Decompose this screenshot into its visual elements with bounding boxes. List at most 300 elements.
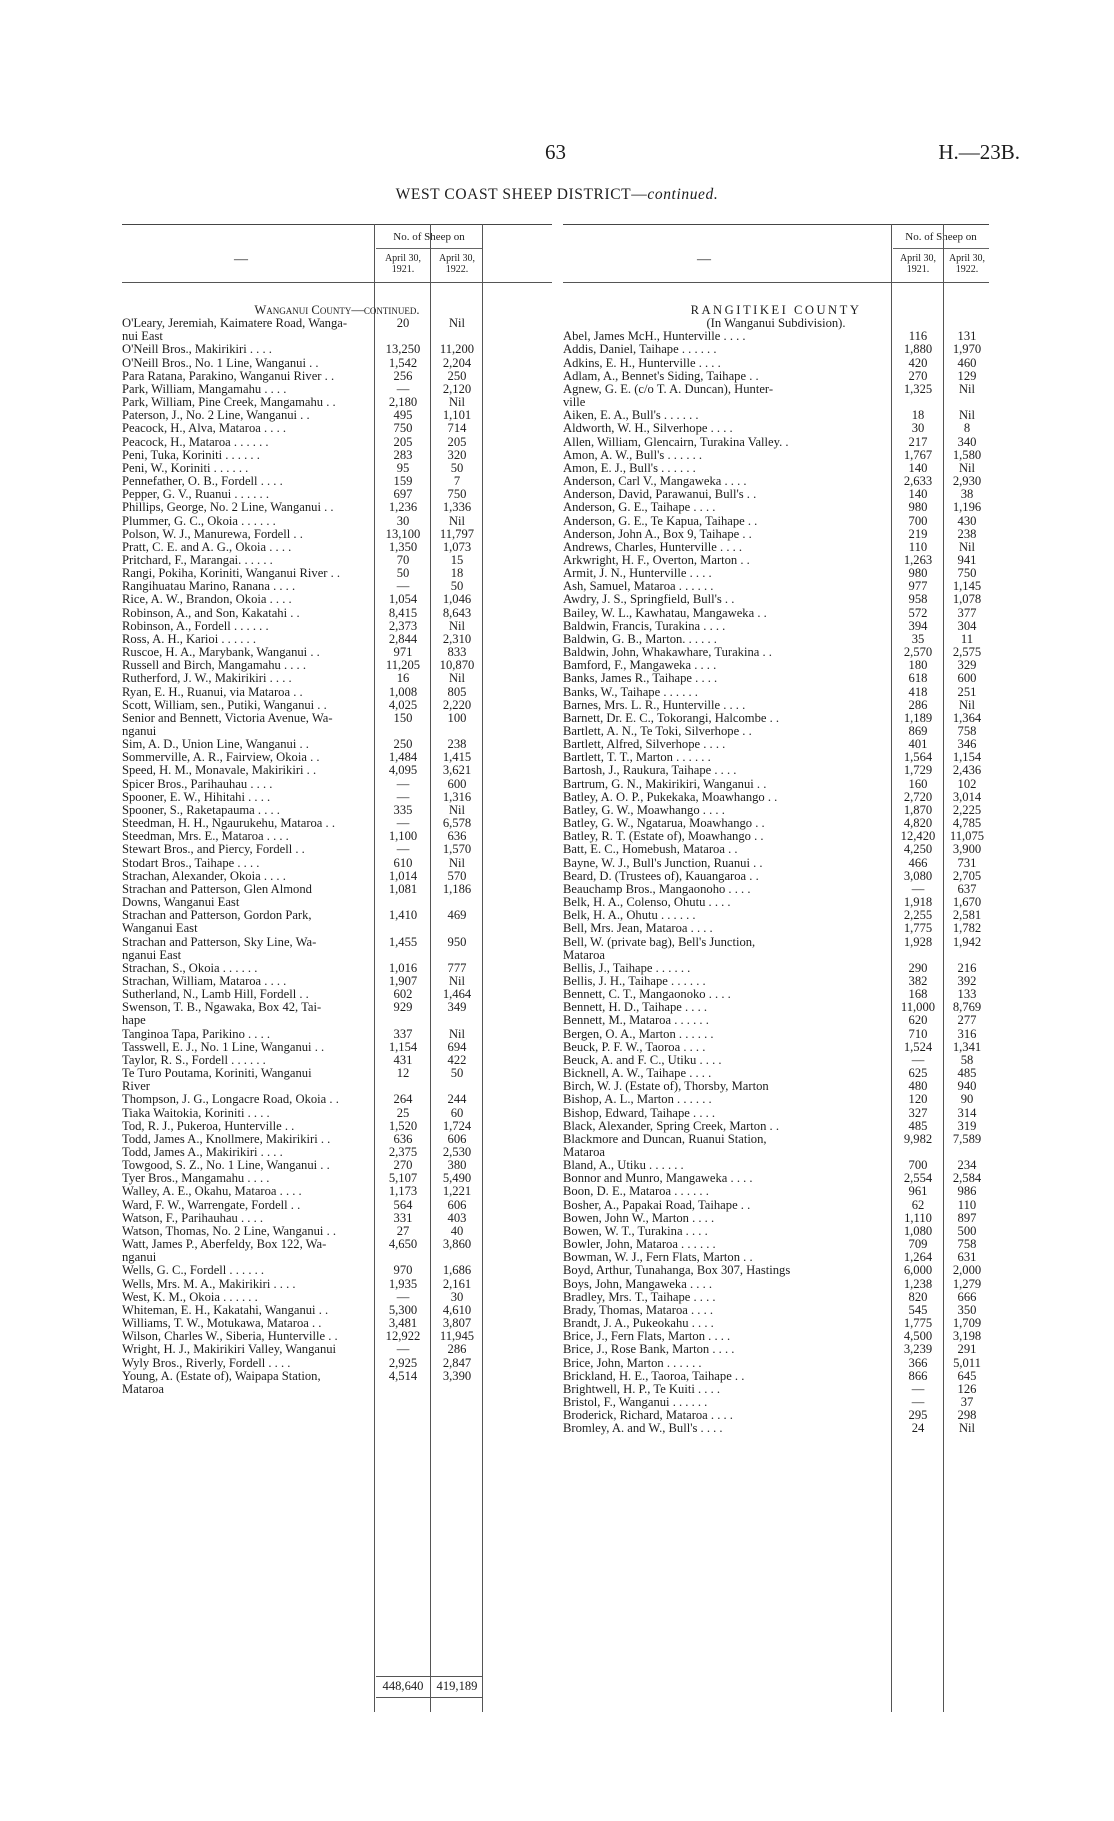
row-count-1921: 625 [908, 1066, 928, 1081]
row-name: Tod, R. J., Pukeroa, Hunterville . . [122, 1119, 295, 1133]
row-name: Baldwin, Francis, Turakina . . . . [563, 619, 726, 633]
row-name: Strachan and Patterson, Sky Line, Wa- [122, 935, 317, 949]
row-count-1921: 116 [908, 329, 928, 344]
row-count-1921: 636 [393, 1131, 413, 1146]
row-name: Strachan and Patterson, Glen Almond [122, 882, 312, 896]
row-count-1921: 1,455 [388, 934, 418, 949]
row-count-1921: 140 [908, 460, 928, 475]
row-count-1922: 37 [960, 1394, 974, 1409]
row-name: West, K. M., Okoia . . . . . . [122, 1290, 258, 1304]
row-name: Brady, Thomas, Mataroa . . . . [563, 1303, 714, 1317]
row-count-1922: 316 [957, 1026, 977, 1041]
row-name: Bartlett, A. N., Te Toki, Silverhope . . [563, 725, 752, 738]
row-name: Strachan and Patterson, Gordon Park, [122, 909, 312, 923]
row-count-1921: 1,080 [903, 1223, 933, 1238]
row-count-1921: 431 [393, 1052, 413, 1067]
row-count-1922: 58 [960, 1052, 974, 1067]
row-count-1921: 9,982 [903, 1131, 933, 1146]
row-name: Mataroa [122, 1382, 164, 1396]
row-name: Williams, T. W., Motukawa, Mataroa . . [122, 1317, 322, 1331]
table-row [563, 1383, 989, 1396]
row-count-1922: 1,970 [952, 342, 982, 357]
table-row [563, 1343, 989, 1356]
row-count-1921: — [396, 789, 410, 804]
row-count-1922: 758 [957, 724, 977, 738]
table-row [122, 870, 552, 883]
table-row [122, 580, 552, 593]
row-count-1921: 331 [393, 1210, 413, 1225]
row-name: Beauchamp Bros., Mangaonoho . . . . [563, 882, 751, 896]
row-name: Taylor, R. S., Fordell . . . . . . [122, 1053, 266, 1067]
row-count-1922: 3,621 [442, 763, 472, 778]
row-count-1922: 392 [957, 973, 977, 988]
row-count-1922: 5,011 [953, 1355, 981, 1370]
row-name: Banks, W., Taihape . . . . . . [563, 685, 698, 699]
row-name: Brice, John, Marton . . . . . . [563, 1356, 702, 1370]
row-name: Sommerville, A. R., Fairview, Okoia . . [122, 751, 320, 765]
table-row [122, 620, 552, 633]
row-count-1922: 50 [450, 579, 464, 594]
row-count-1921: 980 [908, 500, 928, 515]
row-name: Scott, William, sen., Putiki, Wanganui . . [122, 698, 327, 712]
row-name: River [122, 1080, 150, 1094]
row-count-1921: 283 [393, 447, 413, 462]
row-count-1922: 3,198 [952, 1329, 982, 1344]
row-count-1922: Nil [448, 618, 466, 633]
table-row [122, 593, 552, 606]
row-name: Whiteman, E. H., Kakatahi, Wanganui . . [122, 1303, 329, 1317]
table-row [122, 659, 552, 672]
row-count-1921: 2,633 [903, 474, 933, 489]
row-count-1922: 2,847 [442, 1355, 472, 1370]
row-count-1922: 8,643 [442, 605, 472, 620]
row-count-1922: 126 [957, 1381, 977, 1396]
row-count-1921: 1,870 [903, 802, 933, 817]
row-count-1921: 2,554 [903, 1171, 933, 1186]
table-row [122, 738, 552, 751]
row-count-1922: 1,186 [442, 881, 472, 896]
row-name: hape [122, 1014, 146, 1028]
row-count-1922: Nil [448, 395, 466, 410]
table-row [563, 1278, 989, 1291]
table-row [122, 764, 552, 777]
row-name: Bromley, A. and W., Bull's . . . . [563, 1422, 723, 1436]
section-heading: RANGITIKEI COUNTY [690, 303, 862, 317]
row-name: Wells, Mrs. M. A., Makirikiri . . . . [122, 1277, 296, 1291]
row-count-1921: 820 [908, 1289, 928, 1304]
table-row [122, 922, 552, 935]
row-count-1922: 314 [957, 1105, 977, 1120]
table-row [122, 1093, 552, 1106]
row-name: Plummer, G. C., Okoia . . . . . . [122, 514, 276, 528]
row-count-1921: 1,928 [903, 934, 933, 949]
row-count-1921: 286 [908, 697, 928, 712]
table-row [122, 501, 552, 514]
row-count-1922: 500 [957, 1223, 977, 1238]
district-title [0, 186, 1114, 204]
row-count-1921: 2,373 [388, 618, 418, 633]
row-name: Bell, Mrs. Jean, Mataroa . . . . [563, 922, 713, 936]
table-row [563, 949, 989, 962]
row-count-1922: 1,464 [442, 987, 472, 1002]
row-count-1921: 1,729 [903, 763, 933, 778]
row-count-1922: 100 [447, 710, 467, 725]
table-row [122, 1028, 552, 1041]
row-count-1922: 244 [447, 1092, 467, 1107]
row-count-1922: 2,584 [952, 1171, 982, 1186]
row-count-1921: 1,935 [388, 1276, 418, 1291]
table-row [563, 528, 989, 541]
row-name: Andrews, Charles, Hunterville . . . . [563, 540, 743, 554]
header-group-label: No. of Sheep on [393, 231, 465, 243]
row-name: Addis, Daniel, Taihape . . . . . . [563, 343, 717, 357]
row-name: Park, William, Pine Creek, Mangamahu . . [122, 396, 336, 410]
table-row [122, 1212, 552, 1225]
row-name: Bailey, W. L., Kawhatau, Mangaweka . . [563, 606, 767, 620]
row-count-1922: 1,782 [952, 921, 982, 936]
table-row [122, 949, 552, 962]
row-count-1922: 2,120 [442, 381, 472, 396]
row-count-1921: 270 [908, 368, 928, 383]
table-row [563, 541, 989, 554]
row-count-1922: 1,570 [442, 842, 472, 857]
table-row [122, 343, 552, 356]
row-name: Wilson, Charles W., Siberia, Hunterville . . [122, 1330, 338, 1344]
row-count-1921: 11,205 [385, 658, 421, 673]
row-count-1922: 897 [957, 1210, 977, 1225]
row-name: Bicknell, A. W., Taihape . . . . [563, 1067, 712, 1081]
row-count-1921: 700 [908, 1158, 928, 1173]
table-row [563, 1093, 989, 1106]
row-count-1921: 264 [393, 1092, 413, 1107]
row-count-1921: 1,100 [388, 829, 418, 844]
row-name: Ross, A. H., Karioi . . . . . . [122, 632, 256, 646]
row-count-1922: 1,101 [442, 408, 472, 423]
row-name: Polson, W. J., Manurewa, Fordell . . [122, 527, 303, 541]
row-count-1922: 291 [957, 1342, 977, 1357]
row-count-1921: 1,880 [903, 342, 933, 357]
row-count-1922: 4,785 [952, 816, 982, 831]
table-row [122, 936, 552, 949]
table-row [122, 1014, 552, 1027]
table-row [563, 409, 989, 422]
row-count-1921: 27 [396, 1223, 410, 1238]
row-name: Bayne, W. J., Bull's Junction, Ruanui . . [563, 856, 763, 870]
row-count-1921: 2,925 [388, 1355, 418, 1370]
row-count-1922: 805 [447, 684, 467, 699]
section-heading: Wanganui County—continued. [254, 303, 420, 317]
row-name: Amon, A. W., Bull's . . . . . . [563, 448, 703, 462]
table-row [563, 686, 989, 699]
table-row [122, 1185, 552, 1198]
header-group-rule [893, 248, 989, 249]
row-name: Strachan, S., Okoia . . . . . . [122, 961, 258, 975]
row-name: nganui [122, 725, 157, 738]
table-row [122, 883, 552, 896]
table-row [563, 1185, 989, 1198]
row-name: Wanganui East [122, 922, 198, 936]
row-count-1921: 4,095 [388, 763, 418, 778]
table-row [122, 396, 552, 409]
row-name: Boyd, Arthur, Tunahanga, Box 307, Hastings [563, 1264, 791, 1278]
table-row [122, 843, 552, 856]
row-count-1922: 238 [957, 526, 977, 541]
row-name: Wells, G. C., Fordell . . . . . . [122, 1264, 265, 1278]
row-count-1922: 1,709 [952, 1316, 982, 1331]
table-row [563, 449, 989, 462]
row-count-1921: 5,300 [388, 1302, 418, 1317]
row-count-1921: 25 [396, 1105, 410, 1120]
row-count-1921: 1,008 [388, 684, 418, 699]
row-count-1921: 8,415 [388, 605, 418, 620]
row-count-1922: Nil [448, 802, 466, 817]
row-count-1921: 30 [911, 421, 925, 436]
row-name: Todd, James A., Knollmere, Makirikiri . . [122, 1132, 331, 1146]
table-row [122, 1264, 552, 1277]
row-count-1921: — [911, 1052, 925, 1067]
row-count-1921: 4,820 [903, 816, 933, 831]
row-count-1921: 4,025 [388, 697, 418, 712]
row-name: Bartlett, T. T., Marton . . . . . . [563, 751, 711, 765]
row-count-1921: 4,650 [388, 1237, 418, 1252]
row-count-1921: — [396, 579, 410, 594]
table-row [122, 1304, 552, 1317]
row-count-1921: — [911, 1394, 925, 1409]
table-row [122, 778, 552, 791]
row-name: Bennett, H. D., Taihape . . . . [563, 1001, 708, 1015]
row-count-1922: 631 [957, 1250, 977, 1265]
table-row [122, 515, 552, 528]
row-count-1921: 217 [908, 434, 928, 449]
row-count-1921: 2,844 [388, 631, 418, 646]
total-1922: 419,189 [436, 1679, 478, 1693]
row-count-1922: 758 [957, 1237, 977, 1252]
table-row [563, 962, 989, 975]
row-name: Bowman, W. J., Fern Flats, Marton . . [563, 1251, 753, 1265]
left-table [122, 224, 552, 1712]
row-name: Anderson, Carl V., Mangaweka . . . . [563, 475, 747, 489]
district-title-suffix: continued. [647, 186, 719, 203]
table-row [563, 343, 989, 356]
row-name: Peni, Tuka, Koriniti . . . . . . [122, 448, 260, 462]
table-row [122, 567, 552, 580]
row-count-1921: 485 [908, 1118, 928, 1133]
row-name: Rangihuatau Marino, Ranana . . . . [122, 580, 296, 594]
row-name: Watt, James P., Aberfeldy, Box 122, Wa- [122, 1238, 327, 1252]
table-row [563, 1014, 989, 1027]
row-count-1922: 3,860 [442, 1237, 472, 1252]
table-row [122, 1133, 552, 1146]
row-count-1922: Nil [958, 1421, 976, 1436]
row-name: Park, William, Mangamahu . . . . [122, 382, 287, 396]
row-count-1921: 1,907 [388, 973, 418, 988]
row-count-1922: 2,581 [952, 908, 982, 923]
row-count-1921: 1,110 [904, 1210, 932, 1225]
table-row [563, 607, 989, 620]
row-count-1922: 3,807 [442, 1316, 472, 1331]
row-count-1922: 40 [450, 1223, 464, 1238]
row-name: Todd, James A., Makirikiri . . . . [122, 1146, 283, 1159]
row-count-1922: 234 [957, 1158, 977, 1173]
table-row [563, 357, 989, 370]
row-count-1921: — [396, 816, 410, 831]
row-name: Amon, E. J., Bull's . . . . . . [563, 461, 696, 475]
row-count-1922: 833 [447, 645, 467, 660]
row-count-1921: 980 [908, 566, 928, 581]
table-row [122, 1251, 552, 1264]
table-row [122, 725, 552, 738]
row-name: Baldwin, John, Whakawhare, Turakina . . [563, 646, 772, 660]
row-name: Banks, James R., Taihape . . . . [563, 672, 718, 686]
row-count-1921: 1,775 [903, 1316, 933, 1331]
table-row [122, 1001, 552, 1014]
table-row [122, 633, 552, 646]
row-count-1921: 62 [911, 1197, 925, 1212]
row-name: Bradley, Mrs. T., Taihape . . . . [563, 1290, 716, 1304]
row-name: Broderick, Richard, Mataroa . . . . [563, 1409, 733, 1423]
row-name: Aiken, E. A., Bull's . . . . . . [563, 409, 699, 423]
row-count-1922: 637 [957, 881, 977, 896]
row-count-1921: — [396, 381, 410, 396]
table-row [122, 791, 552, 804]
row-count-1922: 1,316 [442, 789, 472, 804]
table-row [122, 1080, 552, 1093]
row-count-1921: 20 [396, 316, 410, 331]
row-name: Bonnor and Munro, Mangaweka . . . . [563, 1172, 753, 1186]
row-name: Sutherland, N., Lamb Hill, Fordell . . [122, 988, 309, 1002]
header-date-1922: April 30, 1922. [948, 253, 986, 275]
row-count-1921: 12,420 [900, 829, 936, 844]
table-row [122, 370, 552, 383]
row-count-1921: 1,520 [388, 1118, 418, 1133]
right-rows [563, 304, 989, 1435]
table-row [563, 791, 989, 804]
row-count-1922: 1,942 [952, 934, 982, 949]
table-row [563, 1370, 989, 1383]
row-name: Peni, W., Koriniti . . . . . . [122, 461, 249, 475]
row-count-1921: 961 [908, 1184, 928, 1199]
table-row [122, 554, 552, 567]
row-count-1922: 38 [960, 487, 974, 502]
table-row [563, 1264, 989, 1277]
table-row [122, 1107, 552, 1120]
header-date-1921: April 30, 1921. [899, 253, 937, 275]
row-name: Brandt, J. A., Pukeokahu . . . . [563, 1317, 714, 1331]
row-name: Bowen, W. T., Turakina . . . . [563, 1224, 708, 1238]
header-date-1921: April 30, 1921. [384, 253, 422, 275]
row-name: Boys, John, Mangaweka . . . . [563, 1277, 713, 1291]
row-count-1921: 572 [908, 605, 928, 620]
row-count-1921: 4,500 [903, 1329, 933, 1344]
table-row [563, 1199, 989, 1212]
row-count-1922: 304 [957, 618, 977, 633]
row-name: Bennett, M., Mataroa . . . . . . [563, 1014, 709, 1028]
row-count-1922: Nil [958, 460, 976, 475]
row-name: Bristol, F., Wanganui . . . . . . [563, 1395, 708, 1409]
row-count-1922: 1,279 [952, 1276, 982, 1291]
table-row [122, 1159, 552, 1172]
row-name: Bowen, John W., Marton . . . . [563, 1211, 715, 1225]
table-row [122, 817, 552, 830]
document-reference: H.—23B. [938, 140, 1020, 164]
table-row [563, 1107, 989, 1120]
row-name: Steedman, Mrs. E., Mataroa . . . . [122, 830, 289, 844]
row-name: O'Leary, Jeremiah, Kaimatere Road, Wanga- [122, 317, 348, 331]
row-name: Bowler, John, Mataroa . . . . . . [563, 1238, 716, 1252]
page-header [0, 140, 1114, 170]
row-count-1922: 430 [957, 513, 977, 528]
row-count-1922: 1,415 [442, 750, 472, 765]
row-name: Ward, F. W., Warrengate, Fordell . . [122, 1198, 301, 1212]
row-count-1921: 120 [908, 1092, 928, 1107]
header-dash: — [697, 252, 711, 267]
row-name: Sim, A. D., Union Line, Wanganui . . [122, 738, 309, 752]
row-name: Watson, F., Parihauhau . . . . [122, 1211, 264, 1225]
row-count-1921: 697 [393, 487, 413, 502]
table-row [563, 672, 989, 685]
row-name: Stewart Bros., and Piercy, Fordell . . [122, 843, 305, 857]
row-name: Russell and Birch, Mangamahu . . . . [122, 659, 306, 673]
row-count-1922: 5,490 [442, 1171, 472, 1186]
row-count-1922: 133 [957, 987, 977, 1002]
table-row [563, 515, 989, 528]
row-count-1921: 6,000 [903, 1263, 933, 1278]
row-count-1922: 606 [447, 1197, 467, 1212]
row-count-1921: 2,720 [903, 789, 933, 804]
row-count-1922: 2,575 [952, 645, 982, 660]
row-count-1922: 319 [957, 1118, 977, 1133]
row-count-1922: Nil [448, 1026, 466, 1041]
table-row [122, 1238, 552, 1251]
row-count-1921: 150 [393, 710, 413, 725]
table-row [122, 1383, 552, 1396]
row-count-1921: 1,350 [388, 539, 418, 554]
table-row [122, 1357, 552, 1370]
row-count-1921: 1,542 [388, 355, 418, 370]
row-name: Brice, J., Rose Bank, Marton . . . . [563, 1343, 735, 1357]
row-count-1921: 337 [393, 1026, 413, 1041]
table-row [122, 988, 552, 1001]
row-name: Mataroa [563, 1146, 605, 1159]
table-row [563, 1357, 989, 1370]
row-count-1921: 159 [393, 474, 413, 489]
row-count-1921: 295 [908, 1408, 928, 1423]
row-count-1921: 1,236 [388, 500, 418, 515]
table-row [122, 607, 552, 620]
table-row [122, 1054, 552, 1067]
table-row [122, 1067, 552, 1080]
row-count-1922: 2,204 [442, 355, 472, 370]
row-name: Blackmore and Duncan, Ruanui Station, [563, 1132, 767, 1146]
row-count-1921: 219 [908, 526, 928, 541]
row-count-1921: 709 [908, 1237, 928, 1252]
row-count-1921: 256 [393, 368, 413, 383]
row-count-1922: 1,196 [952, 500, 982, 515]
row-count-1922: 777 [447, 960, 467, 975]
row-name: Bartrum, G. N., Makirikiri, Wanganui . . [563, 777, 767, 791]
row-count-1922: 1,078 [952, 592, 982, 607]
row-count-1921: — [396, 842, 410, 857]
row-count-1922: 129 [957, 368, 977, 383]
row-name: Para Ratana, Parakino, Wanganui River . . [122, 369, 335, 383]
row-name: Batley, G. W., Ngatarua, Moawhango . . [563, 817, 765, 831]
row-name: Bamford, F., Mangaweka . . . . [563, 659, 717, 673]
row-name: ville [563, 396, 586, 410]
row-count-1921: 335 [393, 802, 413, 817]
row-count-1922: 7,589 [952, 1131, 982, 1146]
row-count-1921: 495 [393, 408, 413, 423]
row-count-1921: 750 [393, 421, 413, 436]
